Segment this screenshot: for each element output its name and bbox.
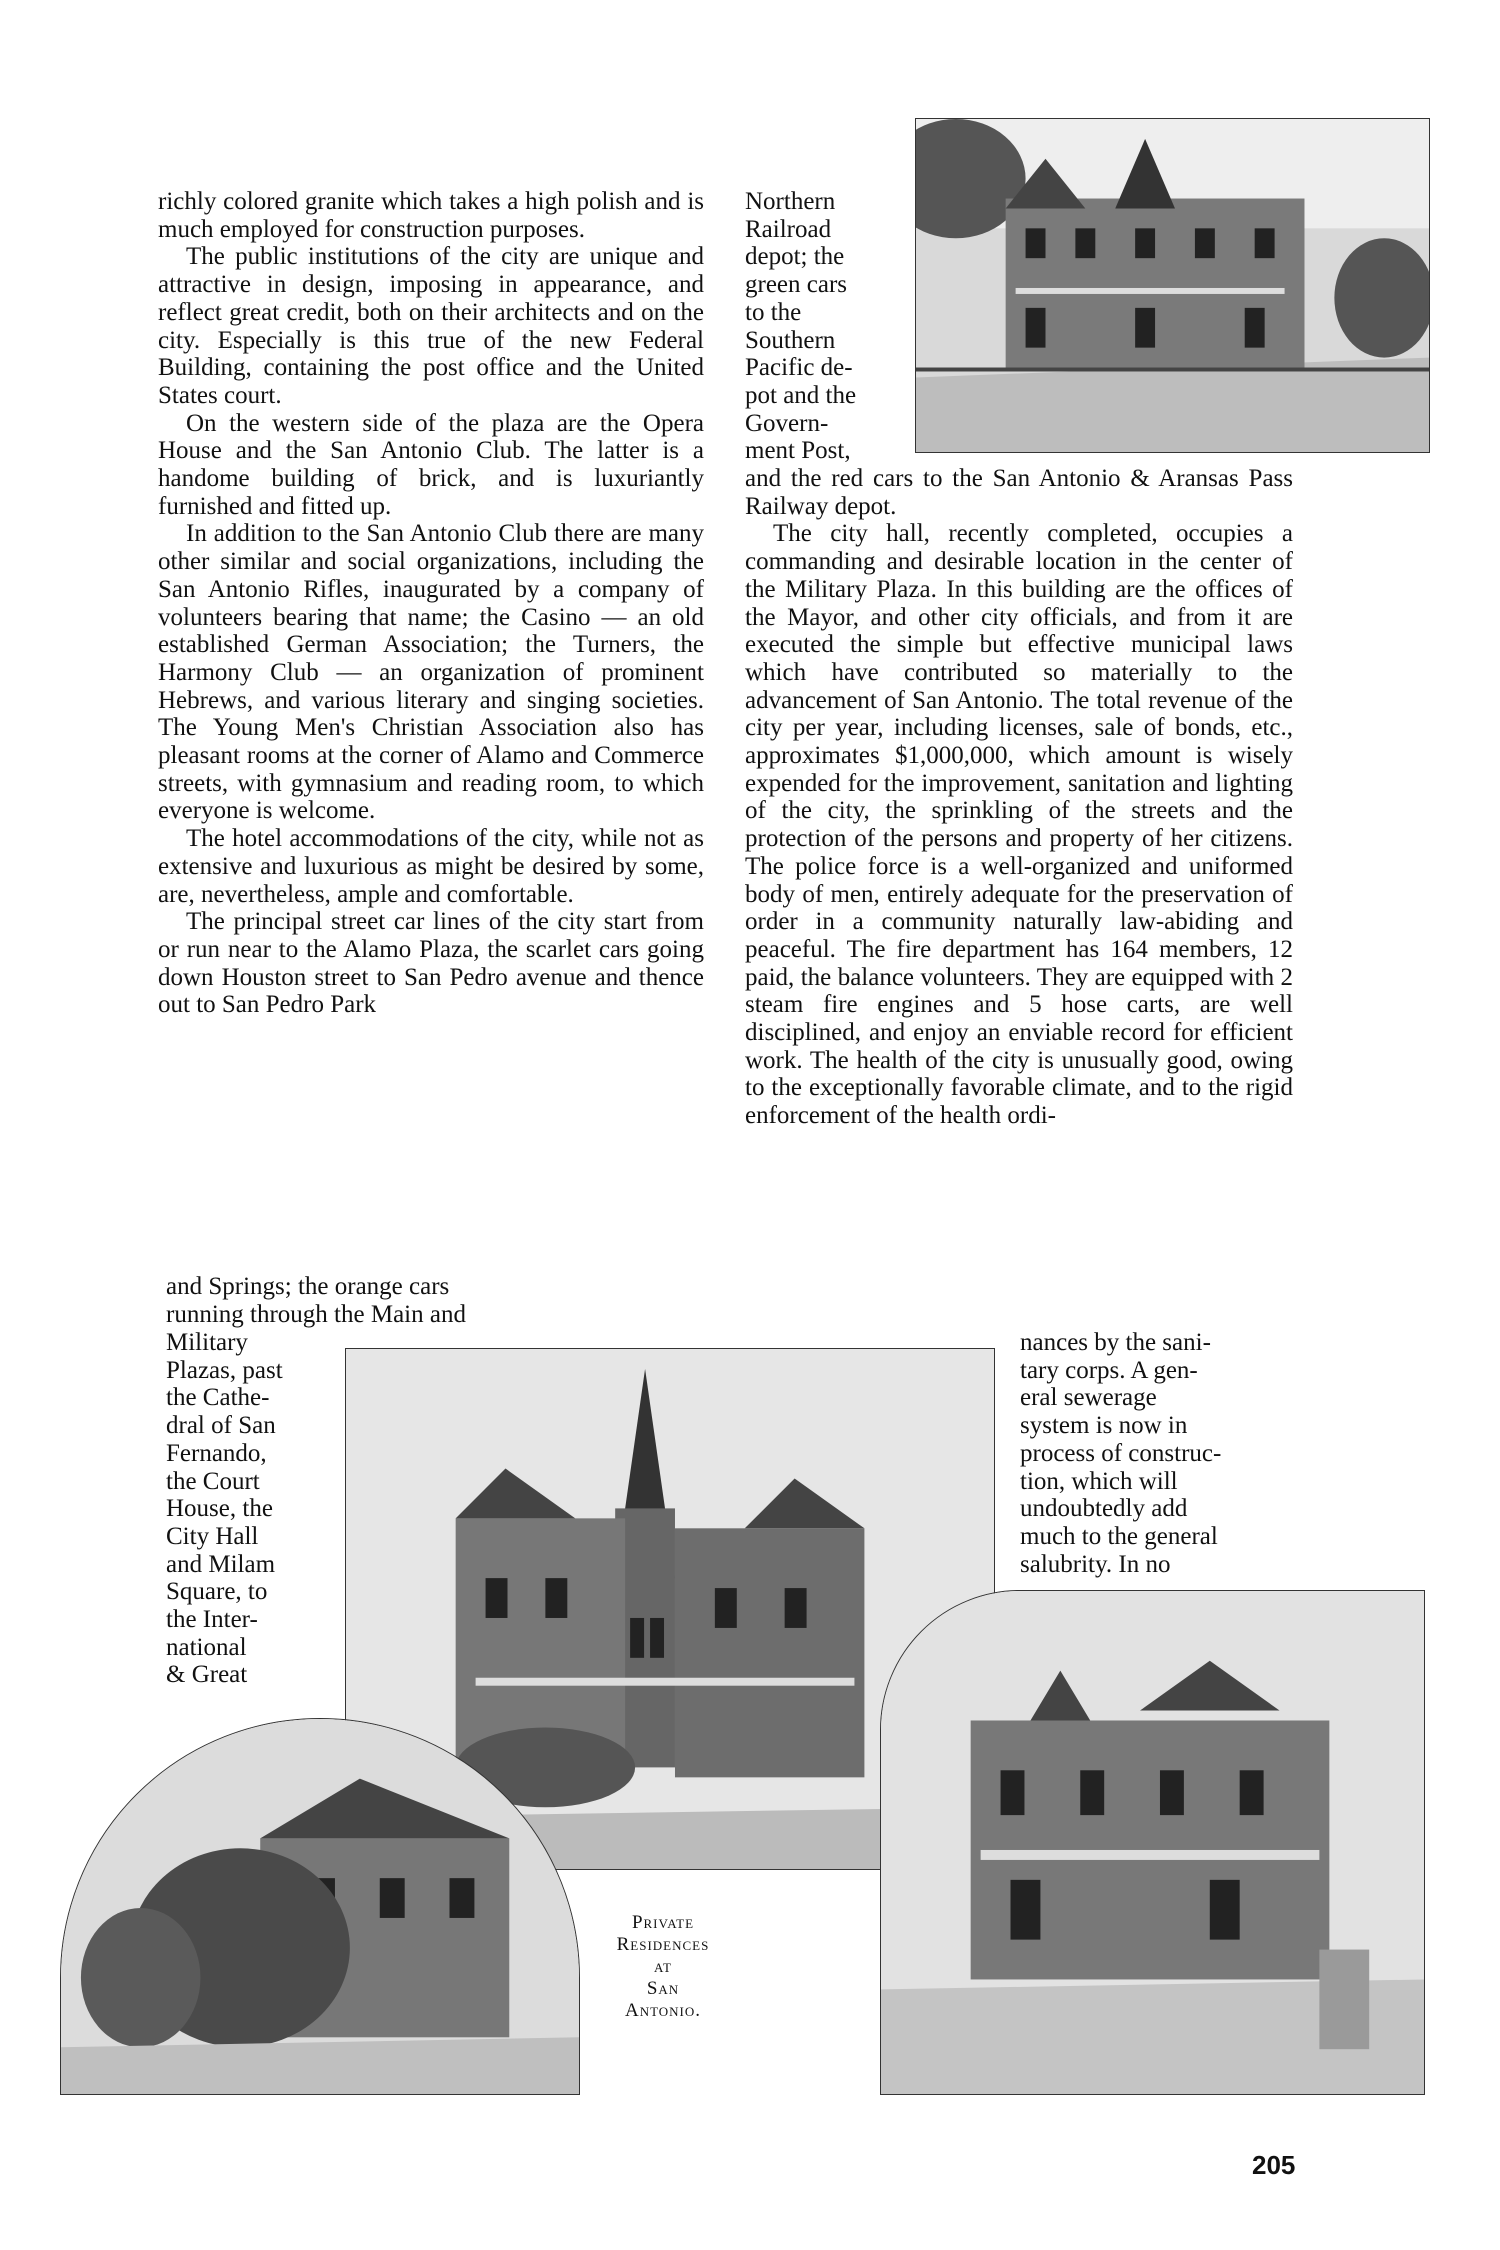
right-column-narrow-bottom xyxy=(1020,1329,1292,1578)
text-line: Southern xyxy=(745,326,836,354)
caption-line: Residences xyxy=(616,1934,710,1955)
text-line: much to the general xyxy=(1020,1522,1218,1550)
paragraph: The principal street car lines of the city start from or run near to the Alamo Plaza, the scarlet cars going down Houston street to San Pedro avenue and thence out to San Pedro Park xyxy=(158,908,704,1019)
text-line: Fernando, xyxy=(166,1439,267,1467)
right-column-text xyxy=(745,465,1293,1325)
text-line: undoubtedly add xyxy=(1020,1495,1188,1523)
text-line: nances by the sani- xyxy=(1020,1329,1211,1356)
paragraph: The city hall, recently completed, occupies a commanding and desirable location in the center of the Military Plaza. In this building are the offices of the Mayor, and other city officials, and from it are executed the simple but effective municipal laws which have contributed so materially to the advancement of San Antonio. The total revenue of the city per year, including licenses, sale of bonds, etc., approximates $1,000,000, which amount is wisely expended for the improvement, sanitation and lighting of the city, the sprinkling of the streets and the protection of the persons and property of her citizens. The police force is a well-organized and uniformed body of men, entirely adequate for the preservation of order in a community naturally law-abiding and peaceful. The fire department has 164 members, 12 paid, the balance volunteers. They are equipped with 2 steam fire engines and 5 hose carts, are well disciplined, and enjoy an enviable record for efficient work. The health of the city is unusually good, owing to the exceptionally favorable climate, and to the rigid enforcement of the health ordi- xyxy=(745,520,1293,1130)
text-line: depot; the xyxy=(745,243,845,271)
paragraph: and the red cars to the San Antonio & Aransas Pass Railway depot. xyxy=(745,465,1293,520)
left-column-text xyxy=(158,188,704,1019)
text-line: green cars xyxy=(745,271,848,299)
left-column-continuation xyxy=(166,1273,636,1328)
residence-photo-bottom-right xyxy=(880,1590,1425,2095)
page-number: 205 xyxy=(1252,2150,1296,2180)
text-line: ment Post, xyxy=(745,437,851,465)
text-line: and Springs; the orange cars xyxy=(166,1273,450,1300)
text-line: House, the xyxy=(166,1495,273,1523)
text-line: dral of San xyxy=(166,1412,276,1440)
text-line: and Milam xyxy=(166,1550,276,1578)
text-line: running through the Main and xyxy=(166,1300,466,1328)
text-line: tary corps. A gen- xyxy=(1020,1356,1198,1384)
text-line: eral sewerage xyxy=(1020,1384,1157,1412)
text-line: Square, to xyxy=(166,1578,268,1606)
text-line: Military xyxy=(166,1329,248,1356)
caption-line: San xyxy=(646,1978,680,1999)
paragraph: The hotel accommodations of the city, while not as extensive and luxurious as might be desired by some, are, nevertheless, ample and comfortable. xyxy=(158,825,704,908)
text-line: Pacific de- xyxy=(745,354,853,382)
text-line: national xyxy=(166,1633,247,1661)
photo-caption xyxy=(590,1912,736,2022)
residence-photo-top-right xyxy=(915,118,1430,453)
left-column-narrow xyxy=(166,1329,326,1689)
text-line: tion, which will xyxy=(1020,1467,1178,1495)
text-line: process of construc- xyxy=(1020,1439,1222,1467)
paragraph: On the western side of the plaza are the Opera House and the San Antonio Club. The latter is a handome building of brick, and is luxuriantly furnished and fitted up. xyxy=(158,409,704,520)
caption-line: Antonio. xyxy=(624,2000,702,2021)
text-line: the Cathe- xyxy=(166,1384,270,1412)
text-line: Northern xyxy=(745,188,836,215)
text-line: City Hall xyxy=(166,1522,259,1550)
text-line: salubrity. In no xyxy=(1020,1550,1171,1578)
paragraph: richly colored granite which takes a high polish and is much employed for construction purposes. xyxy=(158,188,704,243)
paragraph: In addition to the San Antonio Club there are many other similar and social organizations, including the San Antonio Rifles, inaugurated by a company of volunteers bearing that name; the Casino — an old established German Association; the Turners, the Harmony Club — an organization of prominent Hebrews, and various literary and singing societies. The Young Men's Christian Association also has pleasant rooms at the corner of Alamo and Commerce streets, with gymnasium and reading room, to which everyone is welcome. xyxy=(158,520,704,825)
text-line: Railroad xyxy=(745,215,832,243)
text-line: Govern- xyxy=(745,409,829,437)
right-column-narrow-top xyxy=(745,188,905,465)
text-line: the Court xyxy=(166,1467,260,1495)
caption-line: Private xyxy=(631,1912,695,1933)
text-line: & Great xyxy=(166,1661,248,1689)
paragraph: The public institutions of the city are unique and attractive in design, imposing in appearance, and reflect great credit, both on their architects and on the city. Especially is this true of the new Federal Building, containing the post office and the United States court. xyxy=(158,243,704,409)
text-line: the Inter- xyxy=(166,1606,258,1634)
text-line: system is now in xyxy=(1020,1412,1188,1440)
text-line: Plazas, past xyxy=(166,1356,283,1384)
text-line: pot and the xyxy=(745,381,857,409)
caption-line: at xyxy=(654,1956,672,1977)
text-line: to the xyxy=(745,298,802,326)
